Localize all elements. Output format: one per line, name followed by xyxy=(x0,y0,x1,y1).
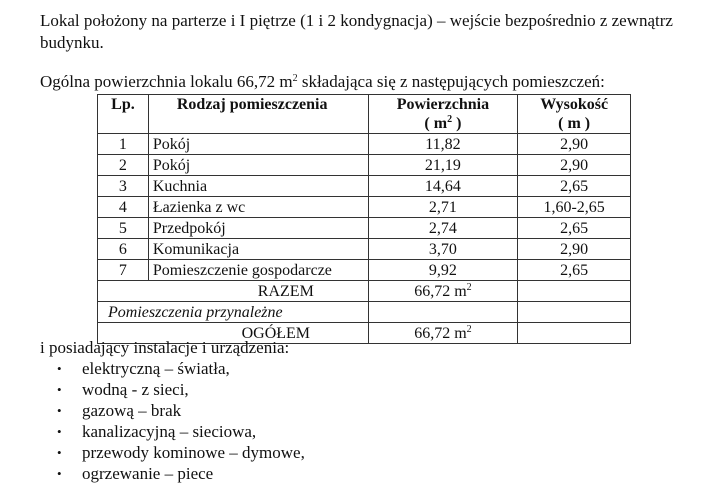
table-row xyxy=(98,218,631,239)
header-area-text: Powierzchnia xyxy=(396,96,490,113)
row-room-type: Pokój xyxy=(148,155,368,176)
row-height: 2,90 xyxy=(518,134,631,155)
row-height: 2,65 xyxy=(518,218,631,239)
row-height: 2,65 xyxy=(518,176,631,197)
row-area: 21,19 xyxy=(368,155,518,176)
list-item xyxy=(40,379,305,400)
row-lp: 1 xyxy=(98,134,149,155)
bullet-icon: • xyxy=(57,445,62,460)
table-row xyxy=(98,239,631,260)
bullet-icon: • xyxy=(57,466,62,481)
ogolem-empty xyxy=(518,323,631,344)
list-item-text: gazową – brak xyxy=(82,401,182,420)
razem-row xyxy=(98,281,631,302)
row-room-type: Kuchnia xyxy=(148,176,368,197)
ogolem-label: OGÓŁEM xyxy=(98,323,369,344)
przynalezne-row xyxy=(98,302,631,323)
header-area-unit-open: ( m xyxy=(424,115,448,132)
header-room-type-text: Rodzaj pomieszczenia xyxy=(176,96,328,113)
razem-empty xyxy=(518,281,631,302)
row-area: 14,64 xyxy=(368,176,518,197)
utilities-list xyxy=(40,358,305,484)
list-item-text: przewody kominowe – dymowe, xyxy=(82,443,305,462)
intro-line-1: Lokal położony na parterze i I piętrze (1 i 2 kondygnacja) – wejście bezpośrednio z zewnątrz xyxy=(40,11,673,30)
table-row xyxy=(98,260,631,281)
table-row xyxy=(98,155,631,176)
bullet-icon: • xyxy=(57,382,62,397)
table-row xyxy=(98,134,631,155)
header-area-unit xyxy=(373,114,514,133)
przynalezne-height xyxy=(518,302,631,323)
area-summary-tail: składająca się z następujących pomieszczeń: xyxy=(297,72,605,91)
utilities-intro: i posiadający instalacje i urządzenia: xyxy=(40,338,290,357)
list-item-text: ogrzewanie – piece xyxy=(82,464,214,483)
row-height: 2,90 xyxy=(518,155,631,176)
row-room-type: Łazienka z wc xyxy=(148,197,368,218)
row-room-type: Przedpokój xyxy=(148,218,368,239)
intro-line-2: budynku. xyxy=(40,33,104,52)
row-area: 11,82 xyxy=(368,134,518,155)
table-header-row xyxy=(98,95,631,134)
list-item xyxy=(40,400,305,421)
list-item-text: elektryczną – światła, xyxy=(82,359,230,378)
row-lp: 2 xyxy=(98,155,149,176)
list-item-text: kanalizacyjną – sieciowa, xyxy=(82,422,257,441)
area-unit-sup: 2 xyxy=(292,73,298,84)
row-area: 9,92 xyxy=(368,260,518,281)
list-item xyxy=(40,358,305,379)
row-height: 2,65 xyxy=(518,260,631,281)
row-room-type: Komunikacja xyxy=(148,239,368,260)
razem-value-text: 66,72 m xyxy=(414,282,467,300)
ogolem-value-text: 66,72 m xyxy=(414,324,467,342)
row-lp: 5 xyxy=(98,218,149,239)
header-lp xyxy=(98,95,149,134)
header-area-unit-close: ) xyxy=(452,115,462,132)
row-lp: 7 xyxy=(98,260,149,281)
header-height-text: Wysokość xyxy=(540,96,609,113)
table-row xyxy=(98,176,631,197)
list-item xyxy=(40,421,305,442)
bullet-icon: • xyxy=(57,361,62,376)
header-lp-text: Lp. xyxy=(111,96,135,113)
header-area-unit-sup: 2 xyxy=(447,114,453,125)
header-room-type xyxy=(148,95,368,134)
row-height: 2,90 xyxy=(518,239,631,260)
area-summary-text: Ogólna powierzchnia lokalu 66,72 m xyxy=(40,72,293,91)
area-summary xyxy=(40,72,605,92)
row-area: 2,74 xyxy=(368,218,518,239)
row-area: 2,71 xyxy=(368,197,518,218)
header-height-unit: ( m ) xyxy=(558,115,591,132)
rooms-table xyxy=(97,94,631,344)
przynalezne-label: Pomieszczenia przynależne xyxy=(98,302,369,323)
row-lp: 3 xyxy=(98,176,149,197)
list-item-text: wodną - z sieci, xyxy=(82,380,189,399)
row-lp: 6 xyxy=(98,239,149,260)
row-area: 3,70 xyxy=(368,239,518,260)
ogolem-value xyxy=(368,323,518,344)
razem-value xyxy=(368,281,518,302)
list-item xyxy=(40,442,305,463)
bullet-icon: • xyxy=(57,424,62,439)
przynalezne-area xyxy=(368,302,518,323)
row-lp: 4 xyxy=(98,197,149,218)
list-item xyxy=(40,463,305,484)
razem-label: RAZEM xyxy=(98,281,369,302)
header-height xyxy=(518,95,631,134)
razem-value-sup: 2 xyxy=(466,281,472,293)
row-height: 1,60-2,65 xyxy=(518,197,631,218)
row-room-type: Pokój xyxy=(148,134,368,155)
row-room-type: Pomieszczenie gospodarcze xyxy=(148,260,368,281)
bullet-icon: • xyxy=(57,403,62,418)
table-row xyxy=(98,197,631,218)
header-area xyxy=(368,95,518,134)
ogolem-value-sup: 2 xyxy=(466,323,472,335)
